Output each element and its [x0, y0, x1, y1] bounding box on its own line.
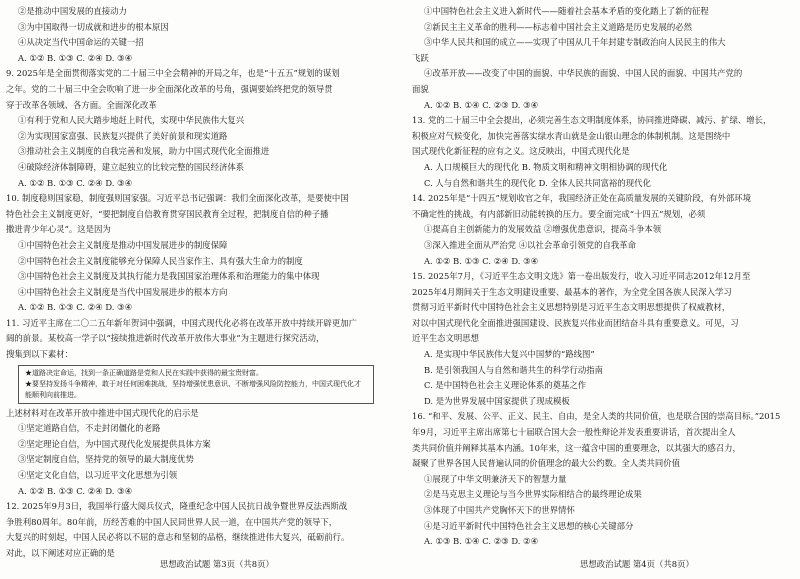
text-line: 不确定性的挑战，有内部新旧动能转换的压力。要全面完成“十四五”规划，必须	[412, 208, 706, 219]
text-line: 穿于改革各领域、各方面。全面深化改革	[6, 99, 157, 110]
text-line: 年9月，习近平主席出席第七十届联合国大会一般性辩论并发表重要讲话，首次提出全人	[412, 427, 736, 438]
text-line: ②坚定理论自信，为中国式现代化发展提供具体方案	[18, 438, 211, 449]
left-page-column	[6, 4, 378, 562]
answer-options: A. ①② B. ①③ C. ②④ D. ③④	[18, 52, 133, 63]
text-line: 飞跃	[412, 52, 429, 63]
text-line: ③推动社会主义制度的自我完善和发展，助力中国式现代化全面推进	[18, 146, 270, 157]
text-line: ④从决定当代中国命运的关键一招	[18, 37, 144, 48]
question-stem: 12. 2025年9月3日，我国举行盛大阅兵仪式，隆重纪念中国人民抗日战争暨世界反法西斯战	[6, 501, 348, 512]
text-line: ③中华人民共和国的成立——实现了中国从几千年封建专制政治向人民民主的伟大	[424, 37, 726, 48]
text-line: ③中国特色社会主义制度及其执行能力是我国国家治理体系和治理能力的集中体现	[18, 271, 320, 282]
quote-line: ★要坚持发扬斗争精神，敢于对任何困难挑战，坚持增强忧患意识、不断增强风险防控能力，中国式现代化才	[25, 379, 361, 388]
answer-options: A. ①② B. ①③ C. ②④ D. ③④	[18, 177, 133, 188]
question-stem: 9. 2025年是全面贯彻落实党的二十届三中全会精神的开局之年，也是“十五五”规划的谋划	[6, 68, 340, 79]
text-line: ①有利于党和人民大踏步地赶上时代，实现中华民族伟大复兴	[18, 115, 245, 126]
text-line: ②是推动中国发展的直接动力	[18, 6, 127, 16]
text-line: ①展现了中华文明兼济天下的智慧力量	[424, 473, 567, 484]
text-line: ①中国特色社会主义制度是推动中国发展进步的制度保障	[18, 239, 228, 250]
question-stem: 15. 2025年7月，《习近平生态文明文选》第一卷出版发行，收入习近平同志2012年12月至	[412, 271, 751, 282]
question-stem: 13. 党的二十届三中全会提出，必须完善生态文明制度体系，协同推进降碳、减污、扩绿、增长，	[412, 115, 772, 126]
question-stem: 16. “和平、发展、公平、正义、民主、自由，是全人类的共同价值，也是联合国的崇高目标。”2015	[412, 411, 781, 422]
text-line: 之年。党的二十届三中全会吹响了进一步全面深化改革的号角，强调要始终把党的领导贯	[6, 83, 333, 94]
question-stem: 11. 习近平主席在二〇二五年新年贺词中强调，中国式现代化必将在改革开放中持续开辟更加广	[6, 317, 357, 328]
text-line: 特色社会主义制度更好，“要把制度自信教育贯穿国民教育全过程，把制度自信的种子播	[6, 208, 329, 219]
text-line: ①提高自主创新能力的发展效益 ②增强优患意识，提高斗争本领	[424, 224, 662, 235]
text-line: B. 是引领我国人与自然和谐共生的科学行动指南	[424, 364, 603, 375]
text-line: 类共同价值并阐释其基本内涵。10年来，这一蕴含中国的重要理念，以其强大的感召力，	[412, 442, 741, 453]
text-line: ②新民主主义革命的胜利——标志着中国社会主义道路是历史发展的必然	[424, 21, 692, 32]
text-line: 阔的前景。某校高一学子以“接续推进新时代改革开放伟大事业”为主题进行探究活动，	[6, 333, 325, 344]
text-line: 大复兴的时刻起，中国人民必将以不屈的意志和坚韧的品格，继续推进伟大复兴，砥砺前行。	[6, 532, 350, 543]
text-line: ④破除经济体制障碍，建立起独立的比较完整的国民经济体系	[18, 161, 245, 172]
quote-line: 能顺利向前推进。	[25, 390, 81, 399]
text-line: 凝聚了世界各国人民普遍认同的价值理念的最大公约数。全人类共同价值	[412, 458, 680, 469]
text-line: 贯彻习近平新时代中国特色社会主义思想特别是习近平生态文明思想提供了权威教材，	[412, 302, 731, 313]
text-line: 积极应对气候变化，加快完善落实绿水青山就是金山银山理念的体制机制。这是围绕中	[412, 130, 731, 141]
text-line: ③深入推进全面从严治党 ④以社会革命引领党的自我革命	[424, 239, 637, 250]
text-line: 上述材料对在改革开放中推进中国式现代化的启示是	[6, 407, 199, 418]
text-line: 2025年4月期间关于生态文明建设重要、最基本的著作，为全党全国各族人民深入学习	[412, 286, 732, 297]
text-line: ①中国特色社会主义进入新时代——随着社会基本矛盾的变化踏上了新的征程	[424, 6, 709, 16]
text-line: ④中国特色社会主义制度是当代中国发展进步的根本方向	[18, 286, 228, 297]
text-line: ③体现了中国共产党胸怀天下的世界情怀	[424, 505, 575, 515]
text-line: ②中国特色社会主义制度能够充分保障人民当家作主、具有强大生命力的制度	[18, 255, 303, 266]
text-line: ②是马克思主义理论与当今世界实际相结合的最终理论成果	[424, 489, 642, 500]
answer-options: A. 是实现中华民族伟大复兴中国梦的“路线图”	[424, 349, 595, 360]
page-footer-left: 思想政治试题 第3页（共8页）	[160, 559, 274, 569]
text-line: C. 人与自然和谐共生的现代化 D. 全体人民共同富裕的现代化	[424, 177, 651, 188]
text-line: C. 是中国特色社会主义理论体系的奠基之作	[424, 380, 587, 391]
answer-options: A. ①② B. ①④ C. ②③ D. ③④	[424, 99, 539, 110]
answer-options: A. 人口规模巨大的现代化 B. 物质文明和精神文明相协调的现代化	[424, 161, 668, 172]
text-line: 撒进青少年心灵”。这是因为	[6, 224, 111, 235]
question-stem: 10. 制度稳则国家稳，制度强则国家强。习近平总书记强调：我们全面深化改革，是要使中国	[6, 193, 349, 204]
text-line: 搜集到以下素材：	[6, 349, 73, 360]
text-line: 对以中国式现代化全面推进强国建设、民族复兴伟业而团结奋斗具有重要意义。可见，习	[412, 317, 739, 328]
text-line: ②为实现国家富强、民族复兴提供了美好前景和现实道路	[18, 130, 228, 141]
text-line: ④是习近平新时代中国特色社会主义思想的核心关键部分	[424, 520, 634, 531]
text-line: 近平生态文明思想	[412, 333, 479, 344]
page-footer-right: 思想政治试题 第4页（共8页）	[580, 559, 694, 569]
text-line: 国式现代化新征程的应有之义。这反映出，中国式现代化是	[412, 146, 630, 157]
material-quote-box	[18, 365, 374, 404]
text-line: ③为中国取得一切成就和进步的根本原因	[18, 21, 169, 32]
text-line: 对此，以下阐述对应正确的是	[6, 548, 115, 558]
answer-options: A. ①② B. ①③ C. ②④ D. ③④	[18, 485, 133, 496]
answer-options: A. ①② B. ①③ C. ②④ D. ③④	[18, 302, 133, 313]
text-line: ①坚定道路自信，不走封闭僵化的老路	[18, 423, 161, 434]
quote-line: ★道路决定命运，找到一条正确道路是党和人民在实践中获得的最宝贵财富。	[25, 368, 263, 377]
text-line: 争胜利80周年。80年前，历经苦难的中国人民同世界人民一道，在中国共产党的领导下，	[6, 516, 338, 527]
text-line: ④改革开放——改变了中国的面貌、中华民族的面貌、中国人民的面貌、中国共产党的	[424, 68, 743, 79]
text-line: ④坚定文化自信，以习近平文化思想为引领	[18, 470, 178, 481]
answer-options: A. ①② B. ①③ C. ②④ D. ③④	[424, 255, 539, 266]
answer-options: A. ①③ B. ①④ C. ②③ D. ②④	[424, 536, 539, 547]
question-stem: 14. 2025年是“十四五”规划收官之年，我国经济正处在高质量发展的关键阶段，有外部环境	[412, 193, 751, 204]
text-line: D. 是为世界发展中国家提供了现成模板	[424, 395, 570, 406]
text-line: ③坚定制度自信，坚持党的领导的最大制度优势	[18, 454, 194, 465]
right-page-column	[412, 4, 790, 550]
text-line: 面貌	[412, 83, 429, 94]
